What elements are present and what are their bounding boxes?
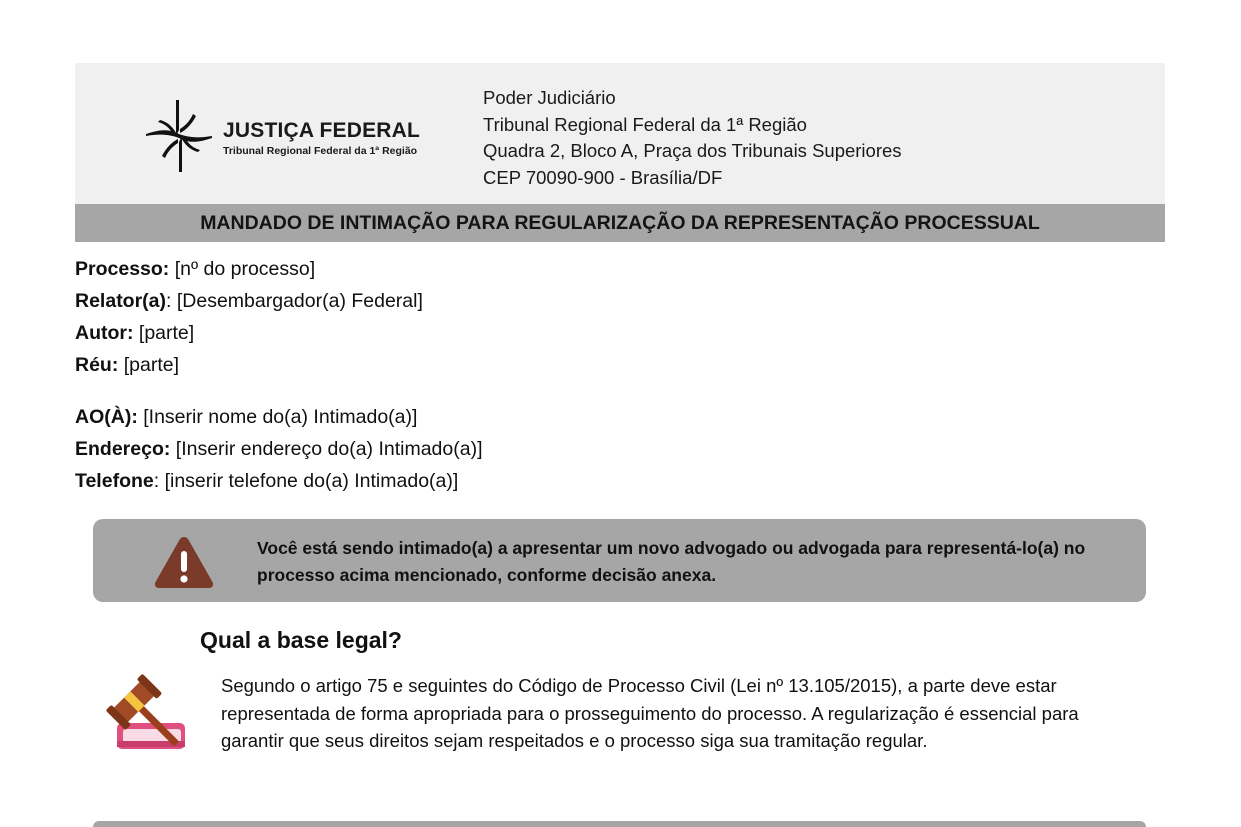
field-label: Réu: <box>75 354 119 376</box>
field-label: Relator(a) <box>75 290 167 312</box>
field-label: Autor: <box>75 322 134 344</box>
field-value: [parte] <box>118 354 180 376</box>
legal-basis-text: Segundo o artigo 75 e seguintes do Código de Processo Civil (Lei nº 13.105/2015), a parte deve estar representada de forma apropriada para o prosseguimento do processo. A regularização é essencial para garantir que seus direitos sejam respeitados e o processo siga sua tramitação regular. <box>221 675 1079 751</box>
document-title-bar <box>75 204 1165 242</box>
org-line: Tribunal Regional Federal da 1ª Região <box>483 113 807 135</box>
warning-icon <box>153 534 215 591</box>
org-line: CEP 70090-900 - Brasília/DF <box>483 166 723 188</box>
document-header <box>75 63 1165 204</box>
logo-title: JUSTIÇA FEDERAL <box>223 119 421 142</box>
field-relator <box>75 285 423 317</box>
field-value: [parte] <box>133 322 195 344</box>
field-label: Telefone <box>75 470 154 492</box>
gavel-icon <box>93 663 189 755</box>
field-reu <box>75 349 423 381</box>
intimation-alert <box>93 519 1146 602</box>
field-label: Endereço: <box>75 438 171 460</box>
document-title: MANDADO DE INTIMAÇÃO PARA REGULARIZAÇÃO DA REPRESENTAÇÃO PROCESSUAL <box>200 211 1040 234</box>
field-value: : [Desembargador(a) Federal] <box>166 290 423 312</box>
justica-federal-logo-icon <box>146 100 212 172</box>
org-line: Poder Judiciário <box>483 87 616 108</box>
field-value: [nº do processo] <box>169 258 316 280</box>
org-line: Quadra 2, Bloco A, Praça dos Tribunais Superiores <box>483 140 902 161</box>
legal-basis-heading: Qual a base legal? <box>200 627 402 653</box>
field-ao <box>75 401 483 433</box>
alert-message: Você está sendo intimado(a) a apresentar um novo advogado ou advogada para representá-lo(a) no processo acima mencionado, conforme decisão anexa. <box>257 538 1086 585</box>
field-autor <box>75 317 423 349</box>
field-endereco <box>75 433 483 465</box>
logo-subtitle: Tribunal Regional Federal da 1ª Região <box>223 145 418 157</box>
next-section-bar <box>93 821 1146 827</box>
field-label: AO(À): <box>75 406 138 428</box>
field-value: [Inserir endereço do(a) Intimado(a)] <box>170 438 483 460</box>
field-processo <box>75 253 423 285</box>
field-value: [Inserir nome do(a) Intimado(a)] <box>137 406 418 428</box>
recipient-fields <box>75 401 483 497</box>
process-fields <box>75 253 423 381</box>
field-value: : [inserir telefone do(a) Intimado(a)] <box>153 470 459 492</box>
field-label: Processo: <box>75 258 170 280</box>
organization-address <box>483 85 902 191</box>
field-telefone <box>75 465 483 497</box>
